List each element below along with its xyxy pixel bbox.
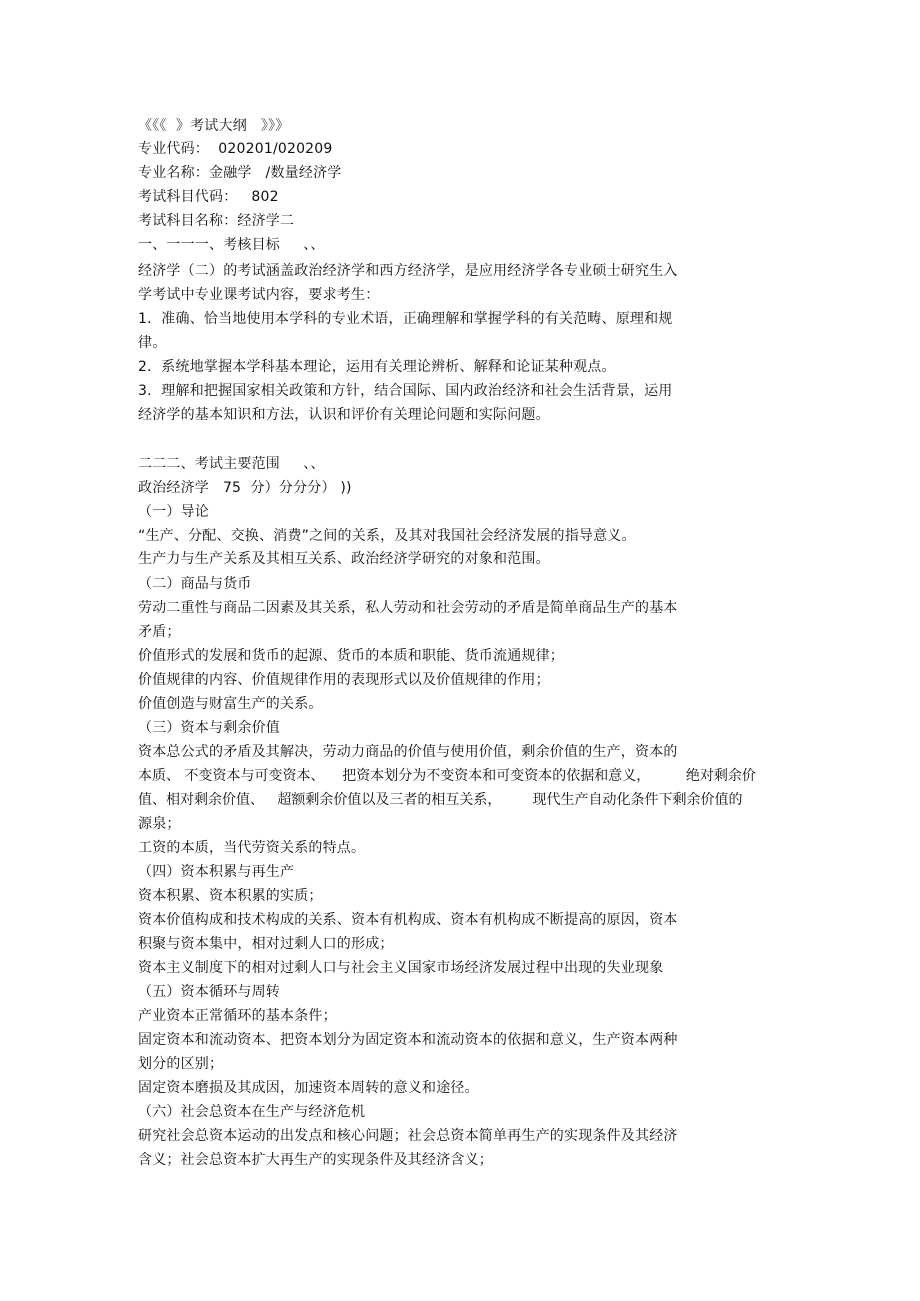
- paragraph-line: 资本价值构成和技术构成的关系、资本有机构成、资本有机构成不断提高的原因，资本: [138, 912, 678, 928]
- paragraph-line: 劳动二重性与商品二因素及其关系，私人劳动和社会劳动的矛盾是简单商品生产的基本: [138, 600, 678, 616]
- paragraph-line: 含义；社会总资本扩大再生产的实现条件及其经济含义；: [138, 1152, 493, 1168]
- paragraph-line: 价值创造与财富生产的关系。: [138, 696, 323, 712]
- subject-code: 考试科目代码： 802: [138, 189, 279, 205]
- section-heading: 一、一一一、考核目标 、、: [138, 237, 325, 253]
- subsection-title: （五）资本循环与周转: [138, 984, 280, 1000]
- paragraph-line: 价值规律的内容、价值规律作用的表现形式以及价值规律的作用；: [138, 672, 550, 688]
- section-heading: 二二二、考试主要范围 、、: [138, 456, 325, 472]
- subsection-title: （六）社会总资本在生产与经济危机: [138, 1104, 366, 1120]
- subsection-title: （三）资本与剩余价值: [138, 720, 280, 736]
- paragraph-line: 资本总公式的矛盾及其解决，劳动力商品的价值与使用价值，剩余价值的生产，资本的: [138, 744, 678, 760]
- subsection-title: （四）资本积累与再生产: [138, 864, 295, 880]
- paragraph-line: 经济学（二）的考试涵盖政治经济学和西方经济学，是应用经济学各专业硕士研究生入: [138, 263, 678, 279]
- major-name: 专业名称：金融学 /数量经济学: [138, 165, 342, 181]
- paragraph-line: 矛盾；: [138, 624, 181, 640]
- paragraph-line: “生产、分配、交换、消费”之间的关系，及其对我国社会经济发展的指导意义。: [138, 528, 636, 544]
- paragraph-line: 积聚与资本集中，相对过剩人口的形成；: [138, 936, 394, 952]
- subsection-title: （二）商品与货币: [138, 576, 252, 592]
- list-item: 1．准确、恰当地使用本学科的专业术语，正确理解和掌握学科的有关范畴、原理和规: [138, 311, 673, 327]
- document-title: 《《《 》考试大纲 》》》: [138, 118, 290, 134]
- subject-name: 考试科目名称：经济学二: [138, 213, 295, 229]
- paragraph-line: 固定资本和流动资本、把资本划分为固定资本和流动资本的依据和意义，生产资本两种: [138, 1032, 678, 1048]
- paragraph-line: 源泉；: [138, 816, 181, 832]
- paragraph-line: 值、相对剩余价值、 超额剩余价值以及三者的相互关系， 现代生产自动化条件下剩余价值的: [138, 792, 743, 808]
- paragraph-line: 固定资本磨损及其成因，加速资本周转的意义和途径。: [138, 1080, 479, 1096]
- list-item: 2．系统地掌握本学科基本理论，运用有关理论辨析、解释和论证某种观点。: [138, 359, 616, 375]
- paragraph-line: 划分的区别；: [138, 1056, 224, 1072]
- paragraph-line: 产业资本正常循环的基本条件；: [138, 1008, 337, 1024]
- paragraph-line: 生产力与生产关系及其相互关系、政治经济学研究的对象和范围。: [138, 551, 550, 567]
- paragraph-line: 研究社会总资本运动的出发点和核心问题；社会总资本简单再生产的实现条件及其经济: [138, 1128, 678, 1144]
- paragraph-line: 资本主义制度下的相对过剩人口与社会主义国家市场经济发展过程中出现的失业现象: [138, 960, 664, 976]
- list-item: 律。: [138, 335, 167, 351]
- list-item: 3．理解和把握国家相关政策和方针，结合国际、国内政治经济和社会生活背景，运用: [138, 383, 673, 399]
- paragraph-line: 工资的本质，当代劳资关系的特点。: [138, 840, 366, 856]
- subsection-title: （一）导论: [138, 504, 209, 520]
- paragraph-line: 价值形式的发展和货币的起源、货币的本质和职能、货币流通规律；: [138, 648, 564, 664]
- paragraph-line: 资本积累、资本积累的实质；: [138, 888, 323, 904]
- major-code: 专业代码： 020201/020209: [138, 141, 333, 157]
- part-title: 政治经济学 75 分）分分分） )): [138, 480, 352, 496]
- list-item: 经济学的基本知识和方法，认识和评价有关理论问题和实际问题。: [138, 407, 550, 423]
- paragraph-line: 学考试中专业课考试内容，要求考生：: [138, 287, 380, 303]
- paragraph-line: 本质、 不变资本与可变资本、 把资本划分为不变资本和可变资本的依据和意义， 绝对剩余价: [138, 768, 756, 784]
